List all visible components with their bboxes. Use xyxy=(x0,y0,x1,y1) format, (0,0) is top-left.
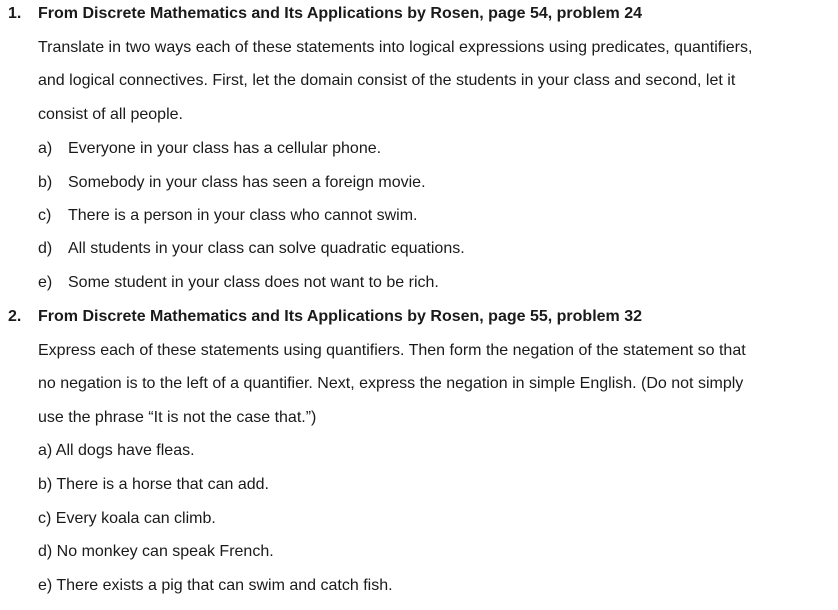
paragraph-line: use the phrase “It is not the case that.”) xyxy=(38,409,317,426)
paragraph-line: Express each of these statements using quantifiers. Then form the negation of the statement so that xyxy=(38,342,746,359)
item-text: Everyone in your class has a cellular phone. xyxy=(68,140,382,157)
item-text: There is a person in your class who cannot swim. xyxy=(68,207,418,224)
problem-heading: From Discrete Mathematics and Its Applications by Rosen, page 54, problem 24 xyxy=(38,5,643,22)
problem-number: 1. xyxy=(8,5,22,22)
problem-number: 2. xyxy=(8,308,22,325)
paragraph-line: and logical connectives. First, let the domain consist of the students in your class and second, let it xyxy=(38,72,736,89)
paragraph-line: consist of all people. xyxy=(38,106,183,123)
item-text: All students in your class can solve quadratic equations. xyxy=(68,240,465,257)
problem-heading: From Discrete Mathematics and Its Applications by Rosen, page 55, problem 32 xyxy=(38,308,643,325)
item-letter: c) xyxy=(38,207,52,224)
list-item: b) There is a horse that can add. xyxy=(38,476,269,493)
list-item: e) There exists a pig that can swim and catch fish. xyxy=(38,577,393,594)
item-text: Somebody in your class has seen a foreign movie. xyxy=(68,174,426,191)
paragraph-line: Translate in two ways each of these statements into logical expressions using predicates, quantifiers, xyxy=(38,39,753,56)
item-letter: e) xyxy=(38,274,53,291)
list-item: d) No monkey can speak French. xyxy=(38,543,274,560)
list-item: c) Every koala can climb. xyxy=(38,510,216,527)
item-text: Some student in your class does not want to be rich. xyxy=(68,274,439,291)
paragraph-line: no negation is to the left of a quantifier. Next, express the negation in simple English. (Do not simply xyxy=(38,375,744,392)
item-letter: b) xyxy=(38,174,53,191)
item-letter: d) xyxy=(38,240,53,257)
item-letter: a) xyxy=(38,140,53,157)
list-item: a) All dogs have fleas. xyxy=(38,442,195,459)
